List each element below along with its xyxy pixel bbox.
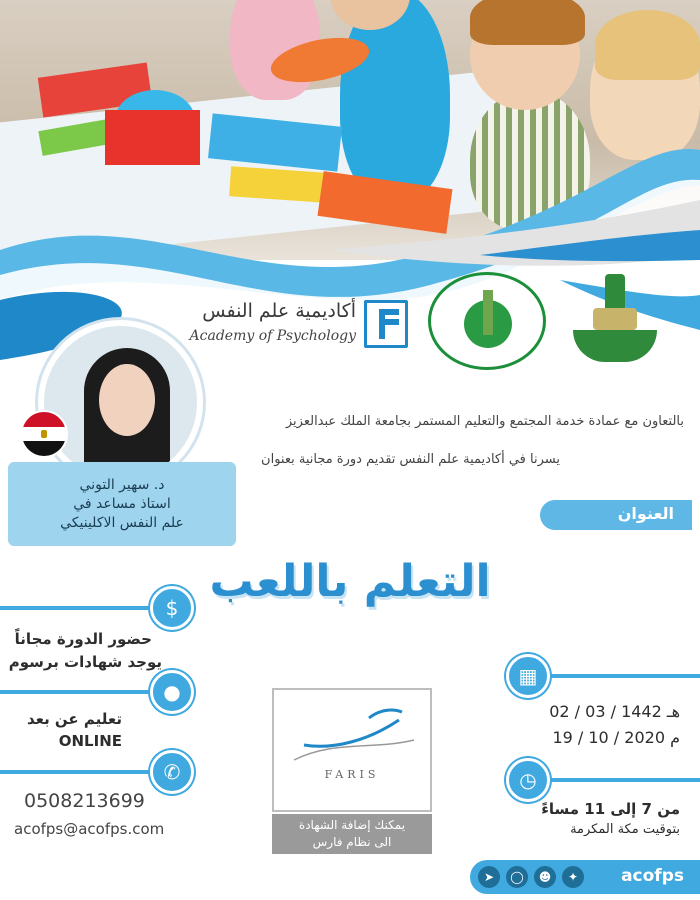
coins-icon: $ — [150, 586, 194, 630]
divider-bar — [0, 770, 165, 774]
presenter-avatar — [38, 320, 203, 485]
timezone-text: بتوقيت مكة المكرمة — [570, 822, 680, 837]
telegram-icon[interactable]: ➤ — [478, 866, 500, 888]
faris-note-line-1: يمكنك إضافة الشهادة — [298, 818, 406, 832]
seal-tower-icon — [483, 290, 493, 335]
faris-wordmark: FARIS — [324, 768, 380, 781]
kau-book-icon — [593, 308, 637, 330]
egypt-flag-icon — [20, 410, 68, 458]
date-gregorian: 19 / 10 / 2020 م — [552, 728, 680, 747]
kau-university-logo — [565, 270, 665, 370]
faris-logo — [272, 688, 432, 812]
title-label: العنوان — [617, 504, 674, 523]
twitter-icon[interactable]: ✦ — [562, 866, 584, 888]
academy-name-ar: أكاديمية علم النفس — [202, 300, 356, 322]
academy-logo — [188, 298, 408, 354]
presenter-name: د. سهير التوني — [79, 477, 165, 493]
time-range: من 7 إلى 11 مساءً — [541, 800, 680, 818]
divider-bar — [530, 778, 700, 782]
faris-horse-icon — [274, 690, 430, 768]
presenter-role-1: استاذ مساعد في — [73, 496, 171, 512]
presenter-role-2: علم النفس الاكلينيكي — [60, 515, 184, 531]
clock-icon: ◷ — [506, 758, 550, 802]
social-footer — [470, 860, 700, 894]
avatar-face — [99, 364, 155, 436]
faris-note-line-2: الى نظام فارس — [312, 835, 392, 849]
divider-bar — [0, 606, 165, 610]
phone-number[interactable]: 0508213699 — [24, 790, 145, 812]
instagram-icon[interactable]: ◯ — [506, 866, 528, 888]
community-service-seal — [428, 272, 546, 370]
certificates-text: يوجد شهادات برسوم — [8, 653, 162, 671]
academy-mark-icon — [364, 300, 408, 348]
divider-bar — [0, 690, 165, 694]
title-label-pill — [540, 500, 692, 530]
academy-name-en: Academy of Psychology — [189, 328, 356, 344]
attendance-text: حضور الدورة مجاناً — [14, 630, 152, 648]
email-address[interactable]: acofps@acofps.com — [14, 820, 165, 838]
intro-line-1: بالتعاون مع عمادة خدمة المجتمع والتعليم المستمر بجامعة الملك عبدالعزيز — [285, 414, 684, 429]
phone-icon: ✆ — [150, 750, 194, 794]
course-title: التعلم باللعب — [209, 556, 491, 607]
snapchat-icon[interactable]: ☻ — [534, 866, 556, 888]
mode-ar-text: تعليم عن بعد — [26, 710, 122, 728]
presenter-card — [8, 462, 236, 546]
date-hijri: 02 / 03 / 1442 هـ — [549, 702, 680, 721]
calendar-icon: ▦ — [506, 654, 550, 698]
location-pin-icon: ● — [150, 670, 194, 714]
mode-en-text: ONLINE — [58, 732, 122, 750]
divider-bar — [530, 674, 700, 678]
faris-note — [272, 814, 432, 854]
social-handle[interactable]: acofps — [621, 866, 684, 886]
intro-line-2: يسرنا في أكاديمية علم النفس تقديم دورة مجانية بعنوان — [261, 452, 560, 467]
